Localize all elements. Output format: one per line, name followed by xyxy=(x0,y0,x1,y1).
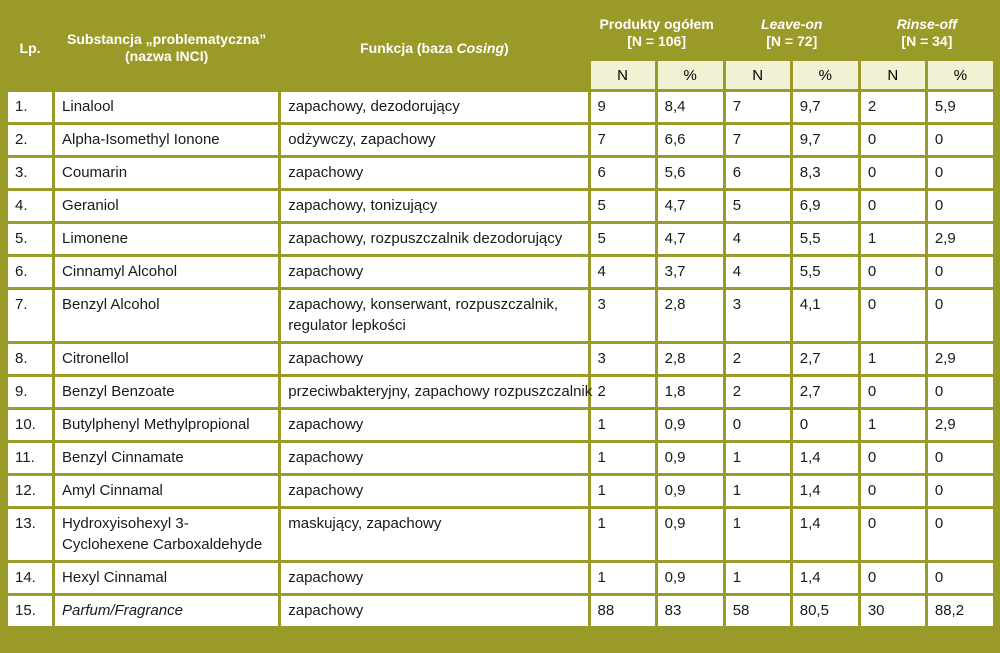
cell-substance: Citronellol xyxy=(55,344,278,374)
cell-leave-n: 1 xyxy=(726,443,790,473)
cell-function: zapachowy xyxy=(281,344,587,374)
cell-total-n: 5 xyxy=(591,224,655,254)
cell-lp: 13. xyxy=(8,509,52,560)
header-total-n: [N = 106] xyxy=(627,32,686,49)
header-rinse-title: Rinse-off xyxy=(896,15,958,32)
cell-rinse-n: 0 xyxy=(861,257,925,287)
cell-substance: Linalool xyxy=(55,92,278,122)
cell-rinse-n: 0 xyxy=(861,125,925,155)
header-row xyxy=(8,7,993,58)
cell-substance: Cinnamyl Alcohol xyxy=(55,257,278,287)
cell-rinse-n: 0 xyxy=(861,476,925,506)
cell-rinse-n: 0 xyxy=(861,191,925,221)
cell-lp: 1. xyxy=(8,92,52,122)
cell-rinse-pct: 2,9 xyxy=(928,410,993,440)
header-function-suffix: ) xyxy=(504,39,509,56)
cell-lp: 4. xyxy=(8,191,52,221)
cell-leave-pct: 5,5 xyxy=(793,224,858,254)
cell-substance: Amyl Cinnamal xyxy=(55,476,278,506)
table-row xyxy=(8,92,993,122)
cell-leave-n: 7 xyxy=(726,92,790,122)
header-lp: Lp. xyxy=(8,7,52,89)
cell-rinse-pct: 2,9 xyxy=(928,224,993,254)
cell-function: zapachowy, dezodorujący xyxy=(281,92,587,122)
header-leave-n: [N = 72] xyxy=(766,32,818,49)
header-function xyxy=(281,7,587,89)
cell-leave-pct: 0 xyxy=(793,410,858,440)
header-total xyxy=(591,7,723,58)
cell-total-pct: 0,9 xyxy=(658,410,723,440)
cell-function: zapachowy xyxy=(281,410,587,440)
cell-total-pct: 4,7 xyxy=(658,191,723,221)
cell-total-pct: 0,9 xyxy=(658,476,723,506)
cell-rinse-n: 0 xyxy=(861,377,925,407)
cell-total-n: 6 xyxy=(591,158,655,188)
cell-function: odżywczy, zapachowy xyxy=(281,125,587,155)
cell-substance: Parfum/Fragrance xyxy=(55,596,278,626)
table-row xyxy=(8,509,993,560)
cell-leave-n: 2 xyxy=(726,344,790,374)
table-row xyxy=(8,410,993,440)
cell-leave-pct: 9,7 xyxy=(793,125,858,155)
cell-substance: Benzyl Benzoate xyxy=(55,377,278,407)
cell-substance: Coumarin xyxy=(55,158,278,188)
cell-total-n: 1 xyxy=(591,509,655,560)
cell-function: zapachowy xyxy=(281,257,587,287)
table-row xyxy=(8,596,993,626)
cell-rinse-pct: 5,9 xyxy=(928,92,993,122)
cell-leave-pct: 5,5 xyxy=(793,257,858,287)
cell-leave-pct: 80,5 xyxy=(793,596,858,626)
cell-total-pct: 5,6 xyxy=(658,158,723,188)
header-function-prefix: Funkcja (baza xyxy=(360,39,457,56)
cell-function: zapachowy xyxy=(281,596,587,626)
cell-function: zapachowy, rozpuszczalnik dezodorujący xyxy=(281,224,587,254)
cell-lp: 14. xyxy=(8,563,52,593)
header-substance xyxy=(55,7,278,89)
cell-rinse-pct: 2,9 xyxy=(928,344,993,374)
table-row xyxy=(8,290,993,341)
subheader-total-pct: % xyxy=(658,61,723,89)
cell-rinse-n: 0 xyxy=(861,158,925,188)
cell-rinse-n: 1 xyxy=(861,224,925,254)
cell-rinse-pct: 0 xyxy=(928,476,993,506)
cell-rinse-pct: 0 xyxy=(928,257,993,287)
cell-lp: 6. xyxy=(8,257,52,287)
cell-leave-pct: 6,9 xyxy=(793,191,858,221)
cell-lp: 8. xyxy=(8,344,52,374)
cell-leave-n: 7 xyxy=(726,125,790,155)
cell-substance: Geraniol xyxy=(55,191,278,221)
cell-rinse-pct: 0 xyxy=(928,443,993,473)
subheader-rinse-pct: % xyxy=(928,61,993,89)
subheader-total-n: N xyxy=(591,61,655,89)
cell-substance: Butylphenyl Methylpropional xyxy=(55,410,278,440)
cell-rinse-n: 30 xyxy=(861,596,925,626)
cell-total-pct: 0,9 xyxy=(658,443,723,473)
cell-leave-n: 1 xyxy=(726,563,790,593)
header-rinse-off xyxy=(861,7,993,58)
cell-lp: 11. xyxy=(8,443,52,473)
table-row xyxy=(8,443,993,473)
cell-rinse-pct: 0 xyxy=(928,377,993,407)
cell-total-n: 1 xyxy=(591,563,655,593)
cell-rinse-n: 1 xyxy=(861,410,925,440)
cell-rinse-n: 0 xyxy=(861,509,925,560)
cell-rinse-n: 0 xyxy=(861,563,925,593)
cell-total-pct: 3,7 xyxy=(658,257,723,287)
cell-function: zapachowy xyxy=(281,563,587,593)
subheader-rinse-n: N xyxy=(861,61,925,89)
cell-substance: Hexyl Cinnamal xyxy=(55,563,278,593)
cell-substance: Benzyl Alcohol xyxy=(55,290,278,341)
cell-lp: 10. xyxy=(8,410,52,440)
cell-total-n: 88 xyxy=(591,596,655,626)
cell-lp: 5. xyxy=(8,224,52,254)
header-leave-title: Leave-on xyxy=(761,15,823,32)
cell-function: zapachowy, konserwant, rozpuszczalnik, regulator lepkości xyxy=(281,290,587,341)
cell-substance: Benzyl Cinnamate xyxy=(55,443,278,473)
cell-leave-pct: 1,4 xyxy=(793,443,858,473)
cell-total-n: 4 xyxy=(591,257,655,287)
table-row xyxy=(8,191,993,221)
cell-rinse-n: 0 xyxy=(861,443,925,473)
cell-total-n: 1 xyxy=(591,443,655,473)
header-substance-line2: (nazwa INCI) xyxy=(125,48,209,64)
table-row xyxy=(8,377,993,407)
cell-rinse-pct: 0 xyxy=(928,563,993,593)
cell-rinse-n: 2 xyxy=(861,92,925,122)
cell-leave-pct: 1,4 xyxy=(793,509,858,560)
cell-lp: 15. xyxy=(8,596,52,626)
cell-leave-n: 4 xyxy=(726,224,790,254)
header-substance-line1: Substancja „problematyczna” xyxy=(67,31,267,47)
cell-rinse-pct: 0 xyxy=(928,158,993,188)
cell-lp: 2. xyxy=(8,125,52,155)
substances-table xyxy=(5,4,996,629)
header-total-title: Produkty ogółem xyxy=(599,15,714,32)
cell-rinse-n: 0 xyxy=(861,290,925,341)
cell-leave-pct: 4,1 xyxy=(793,290,858,341)
cell-total-pct: 0,9 xyxy=(658,509,723,560)
cell-total-n: 7 xyxy=(591,125,655,155)
subheader-leave-pct: % xyxy=(793,61,858,89)
cell-function: zapachowy xyxy=(281,158,587,188)
table-row xyxy=(8,125,993,155)
cell-total-pct: 8,4 xyxy=(658,92,723,122)
cell-total-pct: 83 xyxy=(658,596,723,626)
cell-total-n: 3 xyxy=(591,290,655,341)
cell-total-pct: 4,7 xyxy=(658,224,723,254)
cell-leave-pct: 2,7 xyxy=(793,377,858,407)
cell-function: zapachowy, tonizujący xyxy=(281,191,587,221)
cell-leave-pct: 1,4 xyxy=(793,476,858,506)
cell-leave-n: 0 xyxy=(726,410,790,440)
cell-lp: 3. xyxy=(8,158,52,188)
cell-total-n: 1 xyxy=(591,476,655,506)
cell-total-n: 3 xyxy=(591,344,655,374)
cell-total-pct: 6,6 xyxy=(658,125,723,155)
cell-rinse-pct: 88,2 xyxy=(928,596,993,626)
cell-leave-n: 3 xyxy=(726,290,790,341)
table-row xyxy=(8,224,993,254)
cell-leave-n: 6 xyxy=(726,158,790,188)
cell-total-pct: 2,8 xyxy=(658,290,723,341)
cell-substance: Alpha-Isomethyl Ionone xyxy=(55,125,278,155)
table-row xyxy=(8,257,993,287)
header-rinse-n: [N = 34] xyxy=(901,32,953,49)
cell-substance: Hydroxyisohexyl 3-Cyclohexene Carboxaldehyde xyxy=(55,509,278,560)
cell-rinse-n: 1 xyxy=(861,344,925,374)
cell-total-pct: 0,9 xyxy=(658,563,723,593)
cell-leave-pct: 1,4 xyxy=(793,563,858,593)
cell-function: przeciwbakteryjny, zapachowy rozpuszczalnik xyxy=(281,377,587,407)
cell-leave-pct: 2,7 xyxy=(793,344,858,374)
cell-lp: 9. xyxy=(8,377,52,407)
cell-total-n: 1 xyxy=(591,410,655,440)
cell-total-n: 5 xyxy=(591,191,655,221)
cell-lp: 12. xyxy=(8,476,52,506)
subheader-leave-n: N xyxy=(726,61,790,89)
cell-leave-pct: 9,7 xyxy=(793,92,858,122)
cell-leave-n: 1 xyxy=(726,476,790,506)
cell-leave-n: 5 xyxy=(726,191,790,221)
table-row xyxy=(8,158,993,188)
cell-rinse-pct: 0 xyxy=(928,125,993,155)
table-row xyxy=(8,344,993,374)
table-row xyxy=(8,476,993,506)
cell-rinse-pct: 0 xyxy=(928,191,993,221)
cell-total-pct: 1,8 xyxy=(658,377,723,407)
header-function-italic: Cosing xyxy=(456,39,505,56)
cell-total-n: 9 xyxy=(591,92,655,122)
cell-rinse-pct: 0 xyxy=(928,290,993,341)
cell-total-n: 2 xyxy=(591,377,655,407)
table-row xyxy=(8,563,993,593)
cell-leave-pct: 8,3 xyxy=(793,158,858,188)
cell-rinse-pct: 0 xyxy=(928,509,993,560)
cell-function: maskujący, zapachowy xyxy=(281,509,587,560)
cell-leave-n: 1 xyxy=(726,509,790,560)
cell-lp: 7. xyxy=(8,290,52,341)
cell-leave-n: 4 xyxy=(726,257,790,287)
header-leave-on xyxy=(726,7,858,58)
cell-total-pct: 2,8 xyxy=(658,344,723,374)
cell-function: zapachowy xyxy=(281,476,587,506)
cell-substance: Limonene xyxy=(55,224,278,254)
cell-function: zapachowy xyxy=(281,443,587,473)
cell-leave-n: 2 xyxy=(726,377,790,407)
cell-leave-n: 58 xyxy=(726,596,790,626)
